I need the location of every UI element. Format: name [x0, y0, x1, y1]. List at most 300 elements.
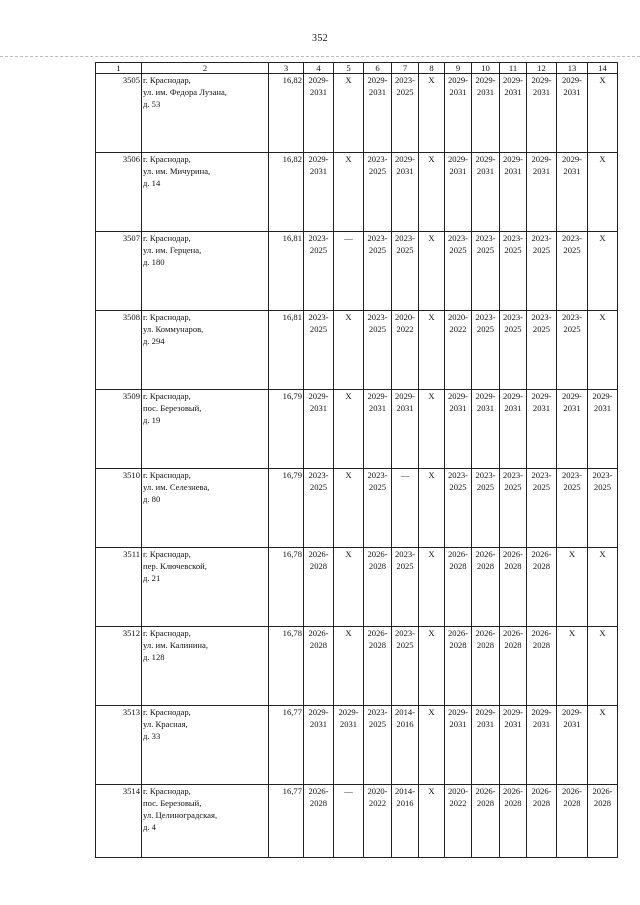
- row-number-cell: 3507: [96, 232, 142, 311]
- period-cell-col-11: [500, 706, 527, 785]
- period-value: X: [345, 154, 352, 164]
- period-value: 2026- 2028: [561, 786, 583, 808]
- period-cell-col-5: [334, 469, 364, 548]
- period-value: 2020- 2022: [447, 312, 469, 334]
- period-cell-col-4: [304, 153, 334, 232]
- period-cell-col-6: [364, 469, 392, 548]
- period-value: 2029- 2031: [447, 75, 469, 97]
- period-cell-col-11: [500, 627, 527, 706]
- row-number-cell: 3514: [96, 785, 142, 858]
- period-value: X: [428, 154, 435, 164]
- period-value: 2023- 2025: [531, 312, 552, 334]
- period-cell-col-4: [304, 785, 334, 858]
- period-value: 2029- 2031: [502, 154, 524, 176]
- period-cell-col-5: [334, 627, 364, 706]
- column-number-3: 3: [269, 63, 304, 74]
- address-line: д. 19: [143, 415, 161, 425]
- period-value: X: [428, 628, 435, 638]
- period-cell-col-5: [334, 548, 364, 627]
- period-cell-col-13: [557, 153, 588, 232]
- period-cell-col-11: [500, 785, 527, 858]
- period-value: 2023- 2025: [475, 470, 496, 492]
- period-cell-col-5: [334, 153, 364, 232]
- period-value: 2029- 2031: [561, 75, 583, 97]
- cost-cell: 16,82: [269, 153, 304, 232]
- address-line: г. Краснодар,: [143, 470, 191, 480]
- table-body: [96, 63, 618, 858]
- address-line: ул. им. Селезнева,: [143, 482, 210, 492]
- period-cell-col-9: [445, 311, 472, 390]
- period-value: 2029- 2031: [308, 707, 329, 729]
- cost-cell: 16,77: [269, 706, 304, 785]
- cost-cell: 16,79: [269, 390, 304, 469]
- period-value: 2029- 2031: [338, 707, 359, 729]
- period-value: 2029- 2031: [531, 707, 552, 729]
- period-value: 2029- 2031: [502, 391, 524, 413]
- period-cell-col-6: [364, 232, 392, 311]
- period-cell-col-14: [588, 706, 618, 785]
- column-number-2: 2: [142, 63, 269, 74]
- cost-cell: 16,81: [269, 232, 304, 311]
- cost-cell: 16,81: [269, 311, 304, 390]
- period-value: X: [345, 391, 352, 401]
- column-number-row: [96, 63, 618, 74]
- table-row: [96, 785, 618, 858]
- period-cell-col-10: [472, 706, 500, 785]
- period-value: 2026- 2028: [308, 628, 329, 650]
- period-cell-col-9: [445, 469, 472, 548]
- page-divider: [0, 56, 640, 57]
- period-cell-col-8: [419, 706, 445, 785]
- period-cell-col-9: [445, 232, 472, 311]
- period-value: 2029- 2031: [475, 391, 496, 413]
- period-cell-col-10: [472, 74, 500, 153]
- period-value: X: [345, 75, 352, 85]
- column-number-6: 6: [364, 63, 392, 74]
- address-cell: [142, 469, 269, 548]
- period-cell-col-7: [392, 153, 419, 232]
- address-line: ул. Целиноградская,: [143, 810, 218, 820]
- period-value: X: [428, 470, 435, 480]
- table-row: [96, 311, 618, 390]
- period-cell-col-9: [445, 548, 472, 627]
- column-number-4: 4: [304, 63, 334, 74]
- period-cell-col-12: [527, 390, 557, 469]
- table-row: [96, 390, 618, 469]
- period-cell-col-14: [588, 232, 618, 311]
- address-cell: [142, 548, 269, 627]
- period-value: 2023- 2025: [308, 233, 329, 255]
- address-line: ул. им. Герцена,: [143, 245, 202, 255]
- period-value: 2026- 2028: [531, 549, 552, 571]
- period-cell-col-11: [500, 153, 527, 232]
- period-value: 2023- 2025: [531, 470, 552, 492]
- period-value: 2023- 2025: [592, 470, 613, 492]
- period-cell-col-14: [588, 311, 618, 390]
- column-number-10: 10: [472, 63, 500, 74]
- period-value: 2023- 2025: [394, 549, 416, 571]
- row-number-cell: 3505: [96, 74, 142, 153]
- period-value: 2029- 2031: [531, 75, 552, 97]
- period-cell-col-6: [364, 548, 392, 627]
- period-cell-col-12: [527, 311, 557, 390]
- period-cell-col-6: [364, 706, 392, 785]
- period-value: 2029- 2031: [367, 75, 388, 97]
- period-value: 2029- 2031: [561, 154, 583, 176]
- row-number-cell: 3509: [96, 390, 142, 469]
- period-cell-col-14: [588, 153, 618, 232]
- address-line: г. Краснодар,: [143, 549, 191, 559]
- column-number-8: 8: [419, 63, 445, 74]
- cost-cell: 16,78: [269, 627, 304, 706]
- period-cell-col-7: [392, 232, 419, 311]
- period-cell-col-5: [334, 311, 364, 390]
- period-value: —: [344, 786, 353, 796]
- row-number-cell: 3512: [96, 627, 142, 706]
- period-value: X: [599, 549, 606, 559]
- address-line: г. Краснодар,: [143, 391, 191, 401]
- period-value: 2026- 2028: [475, 786, 496, 808]
- period-value: X: [599, 75, 606, 85]
- period-value: —: [344, 233, 353, 243]
- period-cell-col-13: [557, 706, 588, 785]
- period-cell-col-5: [334, 74, 364, 153]
- period-cell-col-14: [588, 548, 618, 627]
- address-line: ул. им. Федора Лузана,: [143, 87, 227, 97]
- period-cell-col-11: [500, 232, 527, 311]
- address-cell: [142, 74, 269, 153]
- address-cell: [142, 390, 269, 469]
- period-cell-col-10: [472, 469, 500, 548]
- table-row: [96, 706, 618, 785]
- period-cell-col-14: [588, 469, 618, 548]
- period-cell-col-10: [472, 785, 500, 858]
- period-value: 2029- 2031: [502, 707, 524, 729]
- address-line: г. Краснодар,: [143, 154, 191, 164]
- period-value: X: [428, 549, 435, 559]
- period-cell-col-7: [392, 311, 419, 390]
- period-cell-col-11: [500, 390, 527, 469]
- period-cell-col-4: [304, 627, 334, 706]
- address-cell: [142, 706, 269, 785]
- period-cell-col-13: [557, 74, 588, 153]
- column-number-7: 7: [392, 63, 419, 74]
- period-value: 2020- 2022: [394, 312, 416, 334]
- period-value: 2023- 2025: [475, 233, 496, 255]
- address-cell: [142, 627, 269, 706]
- period-value: 2020- 2022: [447, 786, 469, 808]
- period-cell-col-11: [500, 74, 527, 153]
- period-value: 2029- 2031: [475, 707, 496, 729]
- column-number-11: 11: [500, 63, 527, 74]
- address-line: г. Краснодар,: [143, 233, 191, 243]
- period-value: 2029- 2031: [447, 707, 469, 729]
- period-value: 2026- 2028: [308, 786, 329, 808]
- period-value: 2023- 2025: [367, 707, 388, 729]
- address-line: д. 180: [143, 257, 165, 267]
- period-value: X: [599, 312, 606, 322]
- period-value: 2026- 2028: [531, 786, 552, 808]
- period-value: 2020- 2022: [367, 786, 388, 808]
- period-value: X: [345, 470, 352, 480]
- address-line: г. Краснодар,: [143, 312, 191, 322]
- period-value: X: [428, 786, 435, 796]
- period-cell-col-9: [445, 153, 472, 232]
- period-value: 2029- 2031: [394, 154, 416, 176]
- address-cell: [142, 311, 269, 390]
- period-cell-col-6: [364, 311, 392, 390]
- period-cell-col-8: [419, 390, 445, 469]
- period-cell-col-10: [472, 548, 500, 627]
- period-cell-col-9: [445, 627, 472, 706]
- period-value: 2029- 2031: [308, 154, 329, 176]
- cost-cell: 16,82: [269, 74, 304, 153]
- period-cell-col-14: [588, 74, 618, 153]
- period-cell-col-10: [472, 311, 500, 390]
- address-line: ул. Красная,: [143, 719, 188, 729]
- row-number-cell: 3508: [96, 311, 142, 390]
- period-value: 2023- 2025: [502, 312, 524, 334]
- address-line: д. 53: [143, 99, 161, 109]
- period-cell-col-8: [419, 153, 445, 232]
- period-value: 2026- 2028: [367, 628, 388, 650]
- address-line: г. Краснодар,: [143, 707, 191, 717]
- period-cell-col-8: [419, 74, 445, 153]
- period-value: 2023- 2025: [367, 154, 388, 176]
- address-line: пос. Березовый,: [143, 798, 202, 808]
- address-line: д. 21: [143, 573, 161, 583]
- period-value: 2029- 2031: [502, 75, 524, 97]
- period-value: 2023- 2025: [394, 233, 416, 255]
- period-cell-col-13: [557, 627, 588, 706]
- row-number-cell: 3513: [96, 706, 142, 785]
- cost-cell: 16,79: [269, 469, 304, 548]
- address-cell: [142, 153, 269, 232]
- period-cell-col-10: [472, 153, 500, 232]
- address-line: д. 294: [143, 336, 165, 346]
- period-value: 2029- 2031: [531, 154, 552, 176]
- period-cell-col-5: [334, 390, 364, 469]
- period-value: —: [400, 470, 410, 480]
- period-value: 2029- 2031: [561, 707, 583, 729]
- period-cell-col-8: [419, 469, 445, 548]
- address-line: пер. Ключевской,: [143, 561, 207, 571]
- period-cell-col-4: [304, 548, 334, 627]
- period-value: 2023- 2025: [308, 312, 329, 334]
- period-value: 2026- 2028: [308, 549, 329, 571]
- period-cell-col-6: [364, 153, 392, 232]
- table-row: [96, 627, 618, 706]
- column-number-1: 1: [96, 63, 142, 74]
- period-value: 2026- 2028: [475, 549, 496, 571]
- period-value: 2026- 2028: [502, 786, 524, 808]
- period-cell-col-12: [527, 74, 557, 153]
- period-cell-col-6: [364, 390, 392, 469]
- period-value: 2023- 2025: [475, 312, 496, 334]
- address-line: д. 33: [143, 731, 161, 741]
- period-value: 2023- 2025: [367, 312, 388, 334]
- period-value: 2029- 2031: [531, 391, 552, 413]
- period-value: 2029- 2031: [394, 391, 416, 413]
- period-cell-col-12: [527, 232, 557, 311]
- period-value: 2023- 2025: [561, 470, 583, 492]
- period-cell-col-7: [392, 706, 419, 785]
- period-cell-col-7: [392, 548, 419, 627]
- period-cell-col-9: [445, 706, 472, 785]
- address-line: ул. им. Мичурина,: [143, 166, 211, 176]
- period-value: 2023- 2025: [308, 470, 329, 492]
- period-value: 2029- 2031: [447, 391, 469, 413]
- period-cell-col-6: [364, 627, 392, 706]
- table-row: [96, 548, 618, 627]
- period-cell-col-7: [392, 785, 419, 858]
- period-value: 2029- 2031: [561, 391, 583, 413]
- period-value: X: [428, 75, 435, 85]
- period-value: 2026- 2028: [502, 628, 524, 650]
- period-cell-col-4: [304, 74, 334, 153]
- period-cell-col-13: [557, 390, 588, 469]
- row-number-cell: 3511: [96, 548, 142, 627]
- period-value: X: [428, 707, 435, 717]
- period-value: 2029- 2031: [592, 391, 613, 413]
- period-cell-col-4: [304, 706, 334, 785]
- period-value: X: [568, 628, 576, 638]
- period-cell-col-8: [419, 548, 445, 627]
- address-line: д. 14: [143, 178, 161, 188]
- period-cell-col-14: [588, 785, 618, 858]
- period-cell-col-4: [304, 232, 334, 311]
- period-value: 2023- 2025: [394, 75, 416, 97]
- address-line: г. Краснодар,: [143, 75, 191, 85]
- period-cell-col-13: [557, 311, 588, 390]
- period-cell-col-13: [557, 785, 588, 858]
- period-cell-col-8: [419, 311, 445, 390]
- period-cell-col-8: [419, 785, 445, 858]
- column-number-12: 12: [527, 63, 557, 74]
- period-value: X: [345, 628, 352, 638]
- period-value: X: [345, 312, 352, 322]
- period-value: 2026- 2028: [475, 628, 496, 650]
- period-value: 2029- 2031: [367, 391, 388, 413]
- period-value: X: [599, 233, 606, 243]
- period-value: 2029- 2031: [475, 154, 496, 176]
- period-value: 2023- 2025: [531, 233, 552, 255]
- period-cell-col-9: [445, 785, 472, 858]
- period-cell-col-9: [445, 390, 472, 469]
- period-cell-col-14: [588, 627, 618, 706]
- period-cell-col-4: [304, 469, 334, 548]
- period-cell-col-13: [557, 548, 588, 627]
- period-value: 2029- 2031: [308, 75, 329, 97]
- period-value: X: [599, 707, 606, 717]
- period-cell-col-5: [334, 785, 364, 858]
- period-cell-col-4: [304, 311, 334, 390]
- period-cell-col-10: [472, 390, 500, 469]
- period-value: 2014- 2016: [394, 707, 416, 729]
- period-value: X: [599, 628, 606, 638]
- data-table: [95, 62, 618, 858]
- period-cell-col-11: [500, 311, 527, 390]
- table-row: [96, 469, 618, 548]
- period-value: X: [599, 154, 606, 164]
- period-cell-col-12: [527, 785, 557, 858]
- period-value: X: [345, 549, 352, 559]
- page-number: 352: [312, 33, 328, 44]
- period-value: 2026- 2028: [447, 549, 469, 571]
- period-cell-col-12: [527, 153, 557, 232]
- period-value: 2026- 2028: [502, 549, 524, 571]
- address-line: г. Краснодар,: [143, 786, 191, 796]
- address-line: г. Краснодар,: [143, 628, 191, 638]
- period-value: 2029- 2031: [475, 75, 496, 97]
- period-cell-col-7: [392, 74, 419, 153]
- period-cell-col-7: [392, 469, 419, 548]
- period-value: X: [428, 233, 435, 243]
- period-value: 2023- 2025: [561, 312, 583, 334]
- period-cell-col-9: [445, 74, 472, 153]
- address-line: д. 4: [143, 822, 156, 832]
- period-value: X: [428, 312, 435, 322]
- period-value: 2023- 2025: [561, 233, 583, 255]
- period-value: 2014- 2016: [394, 786, 416, 808]
- table-row: [96, 153, 618, 232]
- period-value: 2023- 2025: [394, 628, 416, 650]
- period-value: 2023- 2025: [447, 470, 469, 492]
- period-cell-col-12: [527, 706, 557, 785]
- period-value: 2023- 2025: [367, 233, 388, 255]
- period-value: X: [428, 391, 435, 401]
- table-row: [96, 232, 618, 311]
- period-value: 2023- 2025: [502, 233, 524, 255]
- row-number-cell: 3506: [96, 153, 142, 232]
- period-cell-col-5: [334, 232, 364, 311]
- period-value: 2023- 2025: [502, 470, 524, 492]
- address-line: д. 80: [143, 494, 161, 504]
- address-line: ул. Коммунаров,: [143, 324, 204, 334]
- period-cell-col-12: [527, 548, 557, 627]
- column-number-9: 9: [445, 63, 472, 74]
- column-number-13: 13: [557, 63, 588, 74]
- period-value: 2026- 2028: [367, 549, 388, 571]
- period-value: 2029- 2031: [447, 154, 469, 176]
- address-line: ул. им. Калинина,: [143, 640, 208, 650]
- address-cell: [142, 232, 269, 311]
- table-row: [96, 74, 618, 153]
- cost-cell: 16,77: [269, 785, 304, 858]
- period-cell-col-7: [392, 390, 419, 469]
- period-cell-col-13: [557, 232, 588, 311]
- period-value: X: [568, 549, 576, 559]
- period-cell-col-12: [527, 627, 557, 706]
- period-value: 2026- 2028: [592, 786, 613, 808]
- period-value: 2026- 2028: [531, 628, 552, 650]
- period-cell-col-10: [472, 232, 500, 311]
- row-number-cell: 3510: [96, 469, 142, 548]
- period-cell-col-10: [472, 627, 500, 706]
- address-cell: [142, 785, 269, 858]
- period-cell-col-8: [419, 232, 445, 311]
- period-value: 2023- 2025: [447, 233, 469, 255]
- period-cell-col-12: [527, 469, 557, 548]
- period-cell-col-6: [364, 785, 392, 858]
- period-cell-col-14: [588, 390, 618, 469]
- period-cell-col-8: [419, 627, 445, 706]
- period-cell-col-6: [364, 74, 392, 153]
- address-line: пос. Березовый,: [143, 403, 202, 413]
- period-cell-col-13: [557, 469, 588, 548]
- period-value: 2023- 2025: [367, 470, 388, 492]
- period-cell-col-7: [392, 627, 419, 706]
